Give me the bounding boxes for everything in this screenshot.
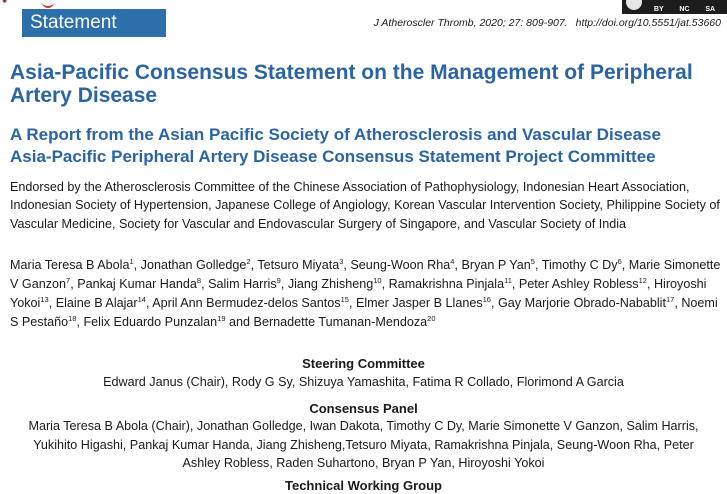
author-affiliation: 3: [339, 256, 344, 266]
cc-icon: [626, 0, 642, 10]
author-affiliation: 4: [450, 256, 455, 266]
panel-members: Maria Teresa B Abola (Chair), Jonathan Golledge, Iwan Dakota, Timothy C Dy, Marie Simonette V Ganzon, Salim Harris, Yukihito Higashi, Pankaj Kumar Handa, Jiang Zhisheng,Tetsuro Miyata, Ramakrishna Pinjala, Seung-Woon Rha, Peter Ashley Robless, Raden Suhartono, Bryan P Yan, Hiroyoshi Yokoi: [28, 419, 699, 471]
author-name: Marie Simonette V Ganzon$^7$: [10, 258, 721, 291]
society-logo: ✺: [2, 0, 8, 5]
author-affiliation: 17: [665, 294, 675, 304]
article-title: Asia-Pacific Consensus Statement on the Management of Peripheral Artery Disease: [10, 61, 693, 107]
article-subtitle: [10, 124, 720, 168]
author-name: Elaine B Alajar$^{14}$: [55, 294, 146, 310]
author-name: Seung-Woon Rha$^4$: [350, 256, 455, 272]
author-affiliation: 12: [638, 275, 647, 285]
author-name: Bryan P Yan$^5$: [461, 256, 535, 272]
doi-link[interactable]: http://doi.org/10.5551/jat.53660: [575, 17, 721, 29]
author-affiliation: 7: [66, 275, 71, 285]
cc-nc-label: NC: [679, 6, 690, 13]
author-affiliation: 20: [427, 313, 436, 323]
author-name: Bernadette Tumanan-Mendoza$^{20}$: [253, 313, 436, 329]
author-affiliation: 5: [530, 256, 535, 266]
article-type-badge: Statement: [22, 9, 166, 37]
author-name: Gay Marjorie Obrado-Nabablit$^{17}$: [497, 294, 675, 310]
steering-members: Edward Janus (Chair), Rody G Sy, Shizuya Yamashita, Fatima R Collado, Florimond A Garcia: [103, 375, 624, 389]
cc-by-label: BY: [653, 6, 664, 13]
cc-sa-label: SA: [705, 6, 716, 13]
technical-working-group-heading: Technical Working Group: [285, 478, 442, 493]
author-name: Ramakrishna Pinjala$^{11}$: [388, 275, 512, 291]
author-name: Maria Teresa B Abola$^1$: [10, 256, 134, 272]
author-name: Jonathan Golledge$^2$: [140, 256, 251, 272]
author-name: Noemi S Pestaño$^{18}$: [10, 296, 718, 329]
author-affiliation: 15: [340, 294, 349, 304]
author-affiliation: 13: [40, 294, 49, 304]
author-affiliation: 18: [68, 313, 77, 323]
author-affiliation: 9: [276, 275, 281, 285]
society-logo-mark: [42, 0, 54, 8]
author-affiliation: 1: [129, 256, 134, 266]
author-affiliation: 2: [246, 256, 251, 266]
author-name: Elmer Jasper B Llanes$^{16}$: [355, 294, 491, 310]
author-name: Jiang Zhisheng$^{10}$: [287, 275, 382, 291]
author-name: Felix Eduardo Punzalan$^{19}$: [83, 313, 226, 329]
endorsement-paragraph: Endorsed by the Atherosclerosis Committee of the Chinese Association of Pathophysiology, Indonesian Heart Association, Indonesian Society of Hypertension, Japanese College of Angiology, Korean Vascular Intervention Society, Philippine Society of Vascular Medicine, Society for Vascular and Endovascular Surgery of Singapore, and Vascular Society of India: [10, 180, 720, 231]
steering-heading: Steering Committee: [302, 356, 425, 371]
author-affiliation: 8: [196, 275, 202, 285]
journal-citation: [374, 17, 721, 29]
author-name: Timothy C Dy$^6$: [541, 256, 622, 272]
author-affiliation: 11: [504, 275, 512, 285]
author-affiliation: 14: [137, 294, 146, 304]
author-list: Maria Teresa B Abola$^1$, Jonathan Golledge$^2$, Tetsuro Miyata$^3$, Seung-Woon Rha$^4$, Bryan P Yan$^5$, Timothy C Dy$^6$, Marie Simonette V Ganzon$^7$, Pankaj Kumar Handa$^8$, Salim Harris$^9$, Jiang Zhisheng$^{10}$, Ramakrishna Pinjala$^{11}$, Peter Ashley Robless$^{12}$, Hiroyoshi Yokoi$^{13}$, Elaine B Alajar$^{14}$, April Ann Bermudez-delos Santos$^{15}$, Elmer Jasper B Llanes$^{16}$, Gay Marjorie Obrado-Nabablit$^{17}$, Noemi S Pestaño$^{18}$, Felix Eduardo Punzalan$^{19}$ and Bernadette Tumanan-Mendoza$^{20}$: [10, 256, 721, 329]
author-affiliation: 16: [482, 294, 491, 304]
author-name: Peter Ashley Robless$^{12}$: [518, 275, 647, 291]
author-affiliation: 19: [217, 313, 226, 323]
subtitle-line-1: A Report from the Asian Pacific Society of Atherosclerosis and Vascular Disease: [10, 125, 661, 144]
subtitle-line-2: Asia-Pacific Peripheral Artery Disease Consensus Statement Project Committee: [10, 147, 656, 166]
author-name: Tetsuro Miyata$^3$: [257, 256, 344, 272]
panel-heading: Consensus Panel: [309, 401, 418, 416]
citation-text: J Atheroscler Thromb, 2020; 27: 809-907.: [373, 17, 568, 29]
page-header: [0, 0, 727, 46]
author-name: Salim Harris$^9$: [208, 275, 281, 291]
author-name: April Ann Bermudez-delos Santos$^{15}$: [152, 294, 349, 310]
author-affiliation: 10: [373, 275, 382, 285]
cc-license-badge[interactable]: [622, 0, 727, 14]
author-name: Hiroyoshi Yokoi$^{13}$: [10, 277, 707, 310]
author-affiliation: 6: [617, 256, 622, 266]
author-name: Pankaj Kumar Handa$^8$: [77, 275, 202, 291]
